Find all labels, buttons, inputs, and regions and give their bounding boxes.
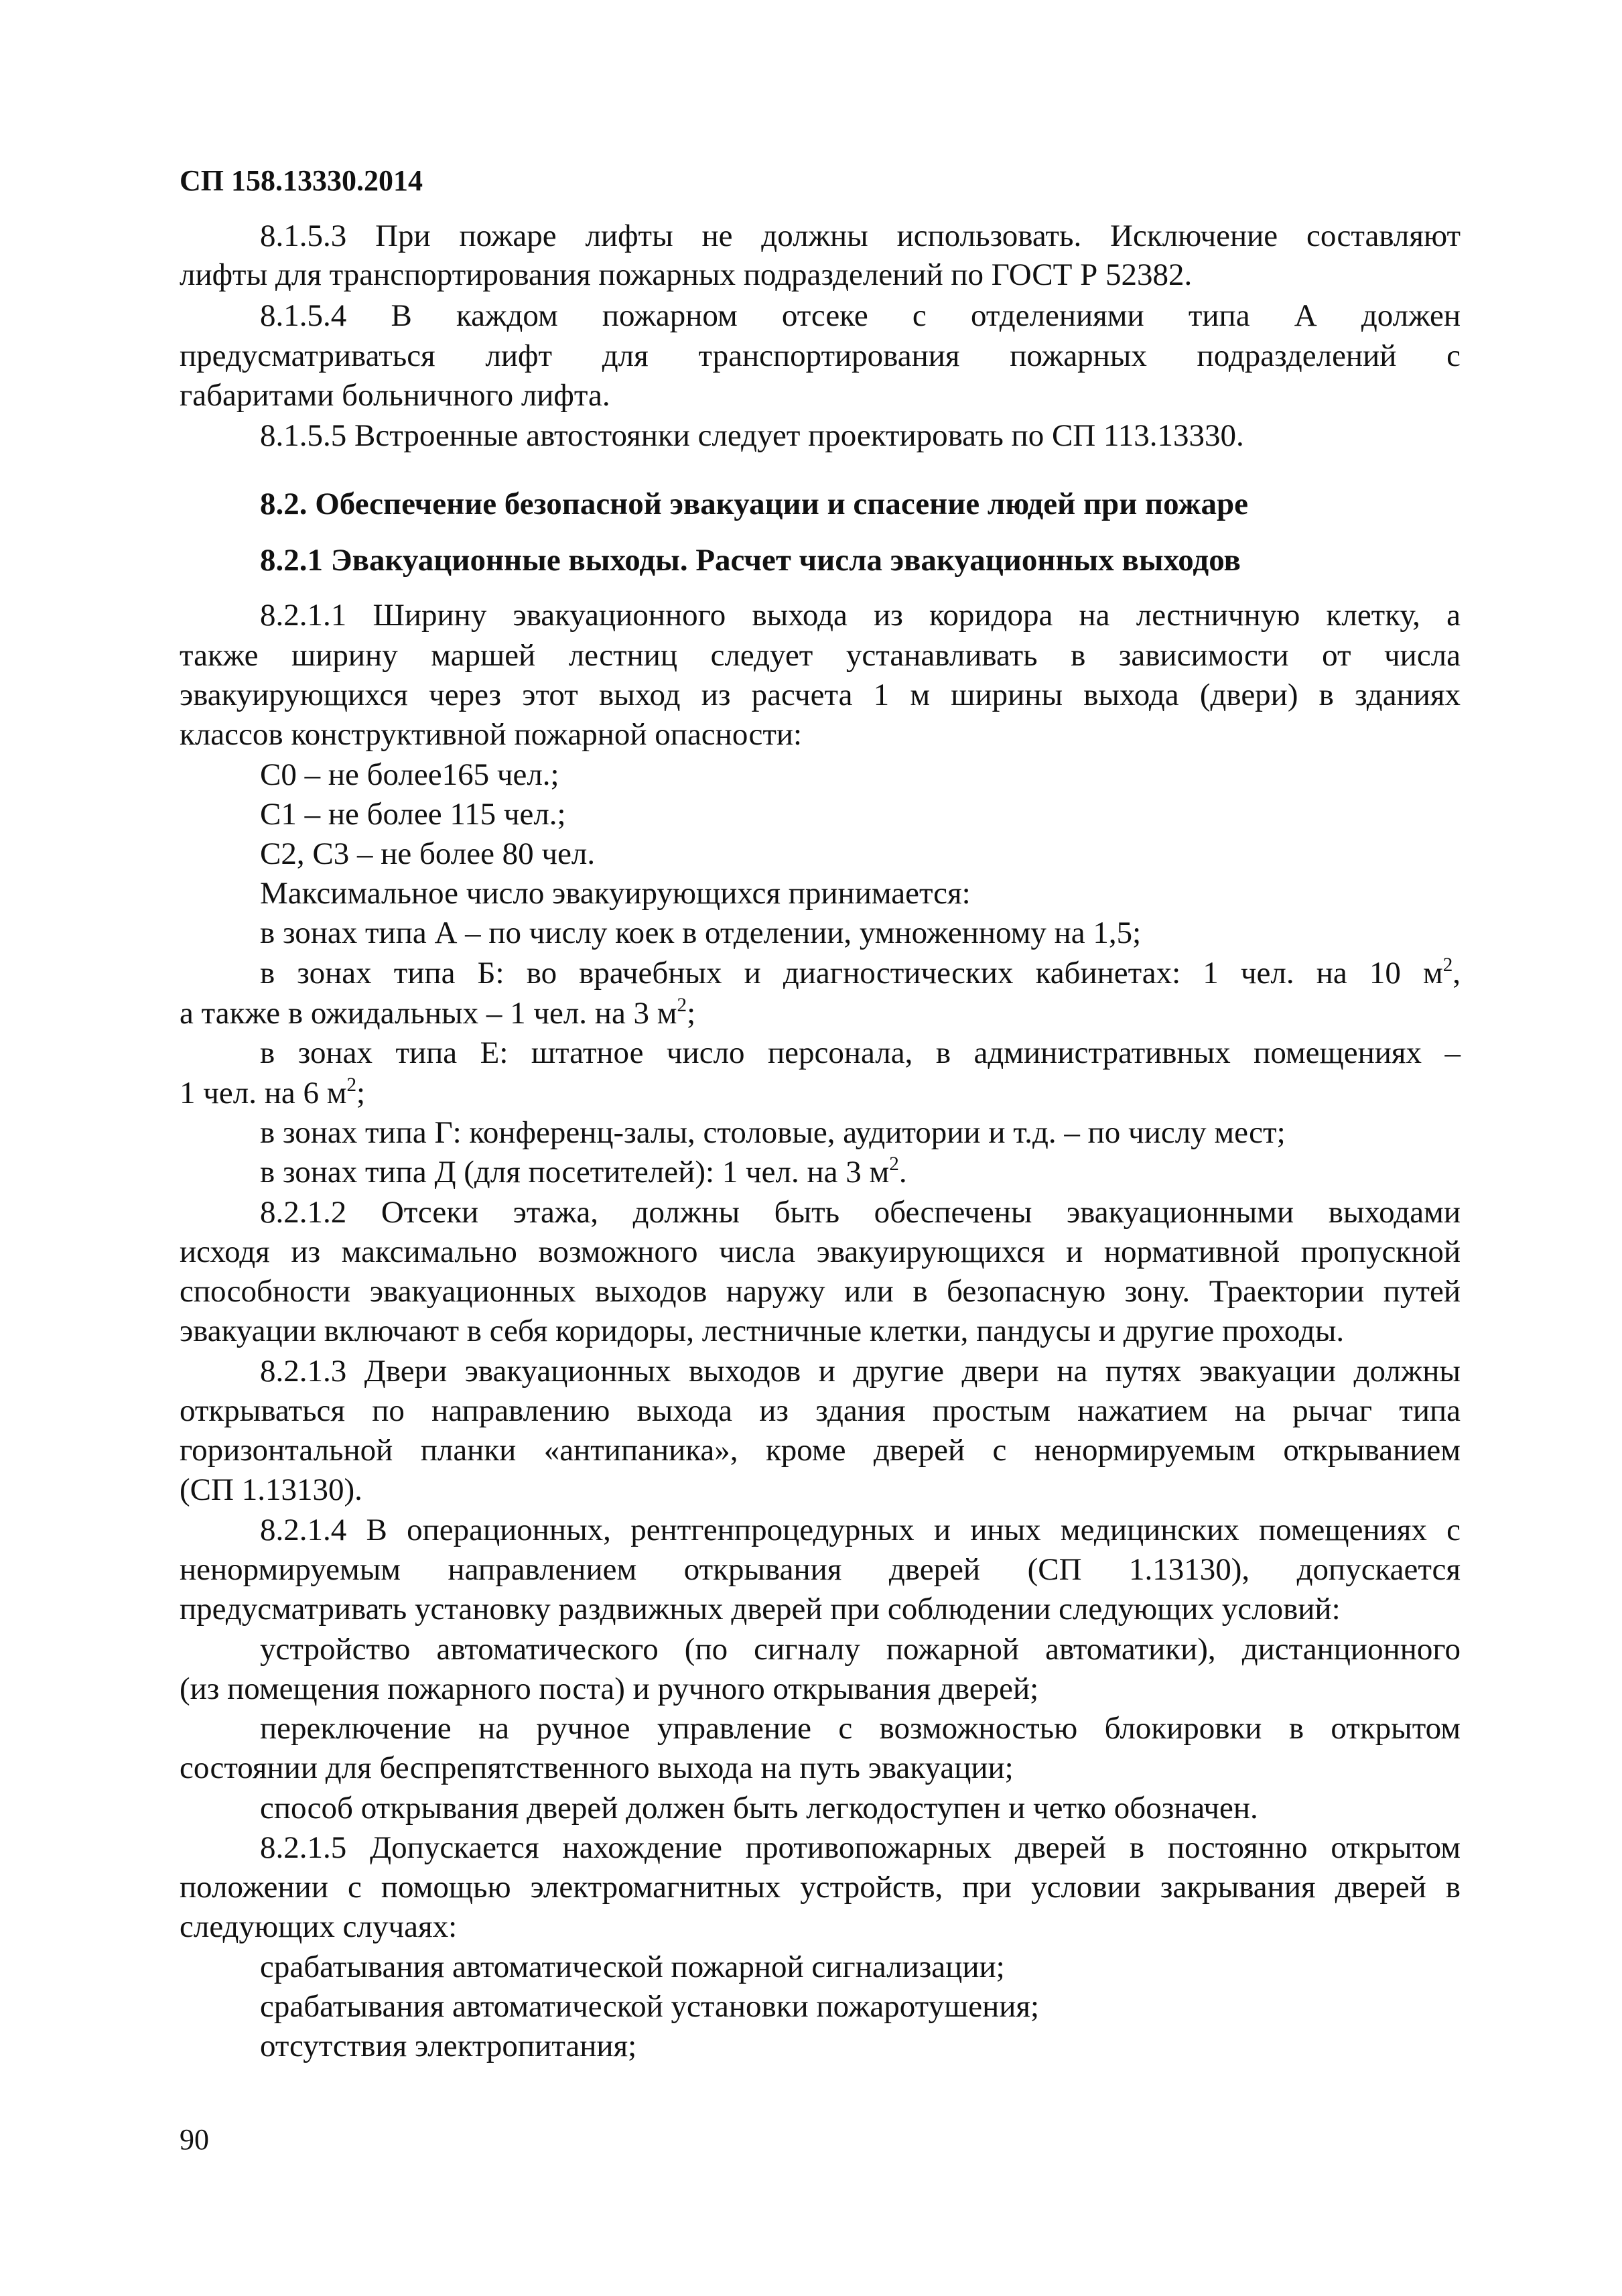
paragraph-8-2-1-1-line-1: 8.2.1.1 Ширину эвакуационного выхода из коридора на лестничную клетку, а (260, 598, 1461, 633)
paragraph-8-2-1-5-line-2: положении с помощью электромагнитных устройств, при условии закрывания дверей в (180, 1870, 1461, 1905)
paragraph-8-2-1-1-line-4: классов конструктивной пожарной опасности: (180, 717, 803, 752)
max-evacuees-intro: Максимальное число эвакуирующихся принимается: (260, 876, 971, 911)
subsection-heading-8-2-1: 8.2.1 Эвакуационные выходы. Расчет числа эвакуационных выходов (260, 543, 1241, 578)
paragraph-8-2-1-3-line-2: открываться по направлению выхода из здания простым нажатием на рычаг типа (180, 1393, 1461, 1428)
paragraph-8-2-1-3-line-3: горизонтальной планки «антипаника», кроме дверей с ненормируемым открыванием (180, 1433, 1461, 1468)
paragraph-8-2-1-4-line-2: ненормируемым направлением открывания дверей (СП 1.13130), допускается (180, 1552, 1461, 1587)
condition-2-line-1: переключение на ручное управление с возможностью блокировки в открытом (260, 1711, 1461, 1746)
waiting-rooms-superscript: 2 (677, 994, 687, 1016)
condition-2-line-2: состоянии для беспрепятственного выхода на путь эвакуации; (180, 1750, 1014, 1785)
paragraph-8-2-1-5-line-1: 8.2.1.5 Допускается нахождение противопожарных дверей в постоянно открытом (260, 1830, 1461, 1865)
paragraph-8-1-5-4-line-2: предусматриваться лифт для транспортирования пожарных подразделений с (180, 338, 1461, 373)
case-fire-extinguishing: срабатывания автоматической установки пожаротушения; (260, 1989, 1040, 2024)
paragraph-8-1-5-4-line-1: 8.1.5.4 В каждом пожарном отсеке с отделениями типа А должен (260, 298, 1461, 333)
waiting-rooms-text: а также в ожидальных – 1 чел. на 3 м (180, 996, 677, 1031)
paragraph-8-2-1-1-line-3: эвакуирующихся через этот выход из расчета 1 м ширины выхода (двери) в зданиях (180, 678, 1461, 712)
condition-3: способ открывания дверей должен быть легкодоступен и четко обозначен. (260, 1791, 1258, 1826)
paragraph-8-2-1-3-line-1: 8.2.1.3 Двери эвакуационных выходов и другие двери на путях эвакуации должны (260, 1354, 1461, 1389)
paragraph-8-2-1-2-line-4: эвакуации включают в себя коридоры, лестничные клетки, пандусы и другие проходы. (180, 1314, 1345, 1348)
paragraph-8-2-1-2-line-2: исходя из максимально возможного числа эвакуирующихся и нормативной пропускной (180, 1234, 1461, 1269)
paragraph-8-1-5-3-line-1: 8.1.5.3 При пожаре лифты не должны использовать. Исключение составляют (260, 218, 1461, 253)
paragraph-8-2-1-3-line-4: (СП 1.13130). (180, 1472, 362, 1507)
case-fire-alarm: срабатывания автоматической пожарной сигнализации; (260, 1950, 1005, 1984)
zone-e-item-line-1: в зонах типа Е: штатное число персонала, в административных помещениях – (260, 1035, 1461, 1070)
paragraph-8-1-5-5: 8.1.5.5 Встроенные автостоянки следует проектировать по СП 113.13330. (260, 418, 1244, 453)
zone-e-superscript: 2 (346, 1074, 357, 1096)
paragraph-8-2-1-5-line-3: следующих случаях: (180, 1909, 458, 1944)
paragraph-8-1-5-3-line-2: лифты для транспортирования пожарных подразделений по ГОСТ Р 52382. (180, 257, 1193, 292)
zone-e-item-line-2 (180, 1073, 365, 1113)
zone-d-item (260, 1152, 907, 1192)
list-item-c1: С1 – не более 115 чел.; (260, 797, 566, 832)
zone-b-punct: , (1452, 956, 1461, 991)
section-heading-8-2: 8.2. Обеспечение безопасной эвакуации и спасение людей при пожаре (260, 487, 1249, 521)
zone-d-punct: . (898, 1155, 907, 1190)
zone-b-item-line-2 (180, 993, 695, 1033)
paragraph-8-2-1-2-line-1: 8.2.1.2 Отсеки этажа, должны быть обеспечены эвакуационными выходами (260, 1195, 1461, 1230)
paragraph-8-2-1-4-line-1: 8.2.1.4 В операционных, рентгенпроцедурных и иных медицинских помещениях с (260, 1513, 1461, 1547)
zone-d-superscript: 2 (889, 1153, 899, 1175)
paragraph-8-2-1-1-line-2: также ширину маршей лестниц следует устанавливать в зависимости от числа (180, 638, 1461, 673)
page-number: 90 (180, 2123, 209, 2156)
zone-g-item: в зонах типа Г: конференц-залы, столовые, аудитории и т.д. – по числу мест; (260, 1115, 1286, 1150)
zone-b-text: в зонах типа Б: во врачебных и диагностических кабинетах: 1 чел. на 10 м (260, 956, 1443, 991)
document-code-header: СП 158.13330.2014 (180, 164, 423, 197)
zone-b-item-line-1 (260, 953, 1461, 993)
list-item-c2-c3: С2, С3 – не более 80 чел. (260, 836, 596, 871)
list-item-c0: С0 – не более165 чел.; (260, 757, 559, 792)
zone-a-item: в зонах типа А – по числу коек в отделении, умноженному на 1,5; (260, 915, 1142, 950)
case-power-loss: отсутствия электропитания; (260, 2029, 637, 2063)
paragraph-8-1-5-4-line-3: габаритами больничного лифта. (180, 378, 610, 413)
paragraph-8-2-1-4-line-3: предусматривать установку раздвижных дверей при соблюдении следующих условий: (180, 1592, 1341, 1627)
condition-1-line-1: устройство автоматического (по сигналу пожарной автоматики), дистанционного (260, 1632, 1461, 1667)
paragraph-8-2-1-2-line-3: способности эвакуационных выходов наружу или в безопасную зону. Траектории путей (180, 1274, 1461, 1309)
condition-1-line-2: (из помещения пожарного поста) и ручного открывания дверей; (180, 1671, 1039, 1706)
waiting-rooms-punct: ; (687, 996, 696, 1031)
zone-d-text: в зонах типа Д (для посетителей): 1 чел. на 3 м (260, 1155, 890, 1190)
zone-e-punct: ; (356, 1076, 366, 1110)
zone-b-superscript: 2 (1442, 954, 1453, 976)
zone-e-norm-text: 1 чел. на 6 м (180, 1076, 347, 1110)
